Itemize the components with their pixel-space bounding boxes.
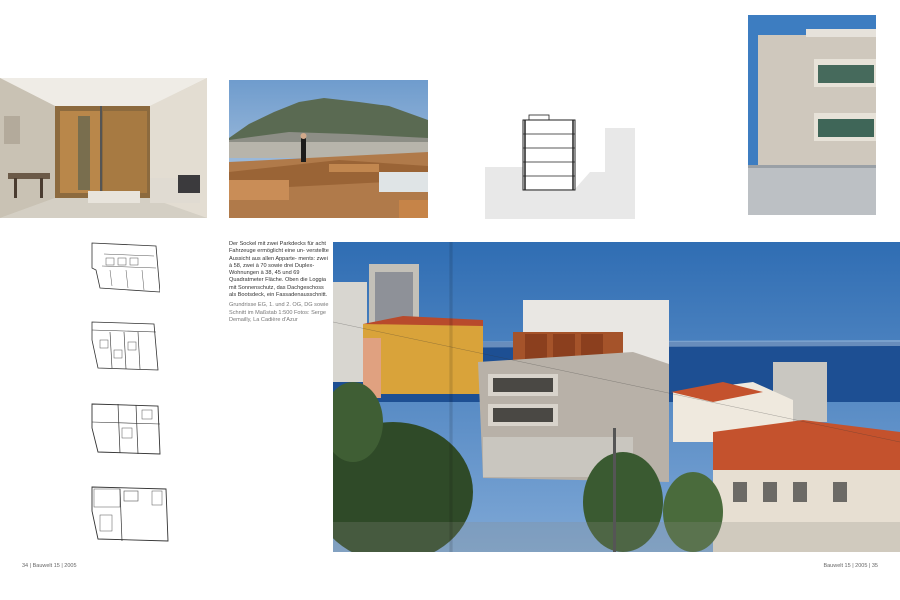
main-building-photo	[333, 242, 900, 552]
caption-body: Der Sockel mit zwei Parkdecks für acht Fahrzeuge ermöglicht eine un- verstellte Aussicht aus allen Apparte- ments: zwei à 58, zwei à 70 sowie drei Duplex-Wohnungen à 38, 45 und 69 Quadratmeter Fläche. Oben die Loggia mit Sonnenschutz, das Dachgeschoss als Bootsdeck, ein Fassadenausschnitt.	[229, 241, 329, 299]
folio-right: Bauwelt 15 | 2005 | 35	[823, 563, 878, 569]
section-drawing	[485, 112, 637, 219]
folio-left: 34 | Bauwelt 15 | 2005	[22, 563, 77, 569]
floor-plan-first	[90, 320, 160, 372]
page-gutter	[449, 242, 453, 552]
roof-deck-photo	[229, 80, 428, 218]
interior-photo	[0, 78, 207, 218]
floor-plan-ground	[90, 240, 160, 295]
caption-credits: Grundrisse EG, 1. und 2. OG, DG sowie Schnitt im Maßstab 1:500 Fotos: Serge Demailly, La Cadière d'Azur	[229, 302, 329, 323]
floor-plan-second	[90, 402, 162, 456]
floor-plan-roof	[90, 485, 170, 543]
caption-text	[229, 241, 329, 327]
facade-detail-photo	[748, 15, 876, 215]
